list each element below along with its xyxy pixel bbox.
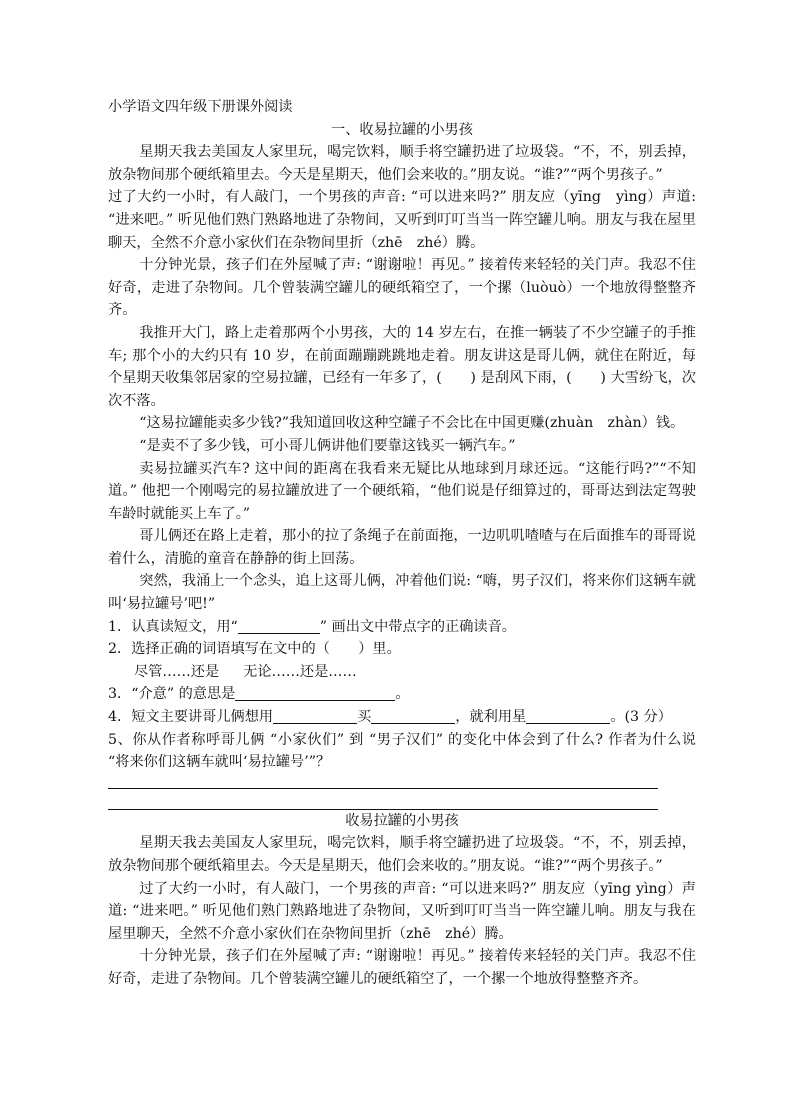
question-3 (108, 683, 696, 706)
answer-blank[interactable] (371, 707, 455, 724)
question-text: 4．短文主要讲哥儿俩想用 (108, 709, 274, 726)
question-text: ，就利用星 (455, 709, 527, 726)
document-page (108, 96, 696, 991)
section-title: 一、收易拉罐的小男孩 (331, 121, 473, 138)
paragraph: 突然，我涌上一个念头，追上这哥儿俩，冲着他们说: “嗨，男子汉们，将来你们这辆车就叫‘易拉罐号’吧!” (108, 573, 696, 613)
paragraph: 星期天我去美国友人家里玩，喝完饮料，顺手将空罐扔进了垃圾袋。“不，不，别丢掉，放杂物间那个硬纸箱里去。今天是星期天，他们会来收的。”朋友说。“谁?”“两个男孩子。” (108, 144, 696, 183)
question-text: 1．认真读短文，用“ (108, 618, 238, 635)
answer-blank[interactable] (238, 617, 320, 634)
paragraph: 过了大约一小时，有人敲门，一个男孩的声音: “可以进来吗?” 朋友应（yīng yìng）声道: “进来吧。” 听见他们熟门熟路地进了杂物间，又听到叮叮当当一阵空罐儿响。朋友与我在屋里聊天，全然不介意小家伙们在杂物间里折（zhē zhé）腾。 (108, 880, 696, 942)
question-5: 5、你从作者称呼哥儿俩 “小家伙们” 到 “男子汉们” 的变化中体会到了什么? 作者为什么说 “将来你们这辆车就叫‘易拉罐号’”？ (108, 731, 696, 771)
document-title: 小学语文四年级下册课外阅读 (108, 99, 293, 115)
question-text: 。(3 分） (610, 709, 672, 726)
question-2: 2．选择正确的词语填写在文中的（ ）里。 (108, 641, 401, 658)
question-4 (108, 706, 696, 729)
paragraph: “是卖不了多少钱，可小哥儿俩讲他们要靠这钱买一辆汽车。” (139, 437, 516, 454)
paragraph: 哥儿俩还在路上走着，那小的拉了条绳子在前面拖，一边叽叽喳喳与在后面推车的哥哥说着什么，清脆的童音在静静的街上回荡。 (108, 528, 696, 567)
paragraph: 卖易拉罐买汽车? 这中间的距离在我看来无疑比从地球到月球还远。“这能行吗?”“不知道。” 他把一个刚喝完的易拉罐放进了一个硬纸箱，“他们说是仔细算过的，哥哥达到法定驾驶车龄时就能买上车了。” (108, 460, 696, 522)
paragraph: 我推开大门，路上走着那两个小男孩，大的 14 岁左右，在推一辆装了不少空罐子的手推车; 那个小的大约只有 10 岁，在前面蹦蹦跳跳地走着。朋友讲这是哥儿俩，就住在附近，每个星期天收集邻居家的空易拉罐，已经有一年多了，( ) 是刮风下雨，( ) 大雪纷飞，次次不落。 (108, 324, 696, 409)
answer-blank[interactable] (273, 707, 357, 724)
paragraph: 十分钟光景，孩子们在外屋喊了声: “谢谢啦！再见。” 接着传来轻轻的关门声。我忍不住好奇，走进了杂物间。几个曾装满空罐儿的硬纸箱空了，一个摞一个地放得整整齐齐。 (108, 948, 696, 987)
paragraph: 过了大约一小时，有人敲门，一个男孩的声音: “可以进来吗?” 朋友应（yīng yìng）声道: “进来吧。” 听见他们熟门熟路地进了杂物间，又听到叮叮当当一阵空罐儿响。朋友与我在屋里聊天，全然不介意小家伙们在杂物间里折（zhē zhé）腾。 (108, 189, 696, 251)
paragraph: “这易拉罐能卖多少钱?”我知道回收这种空罐子不会比在中国更赚(zhuàn zhàn）钱。 (139, 415, 685, 432)
question-text: ” 画出文中带点字的正确读音。 (319, 618, 516, 635)
paragraph: 十分钟光景，孩子们在外屋喊了声: “谢谢啦！再见。” 接着传来轻轻的关门声。我忍不住好奇，走进了杂物间。几个曾装满空罐儿的硬纸箱空了，一个摞（luòuò）一个地放得整整齐齐。 (108, 257, 696, 319)
question-text: 。 (395, 686, 410, 703)
answer-blank[interactable] (526, 707, 610, 724)
question-1 (108, 616, 696, 639)
answer-blank[interactable] (235, 684, 395, 701)
section-title: 收易拉罐的小男孩 (345, 812, 459, 829)
answer-line[interactable] (108, 788, 658, 789)
question-text: 买 (357, 709, 372, 726)
question-2-options (108, 661, 696, 684)
option-text: 无论……还是…… (243, 663, 357, 680)
paragraph: 星期天我去美国友人家里玩，喝完饮料，顺手将空罐扔进了垃圾袋。“不，不，别丢掉，放杂物间那个硬纸箱里去。今天是星期天，他们会来收的。”朋友说。“谁?”“两个男孩子。” (108, 835, 696, 874)
question-text: 3．“介意” 的意思是 (108, 686, 236, 703)
option-text: 尽管……还是 (134, 663, 220, 680)
